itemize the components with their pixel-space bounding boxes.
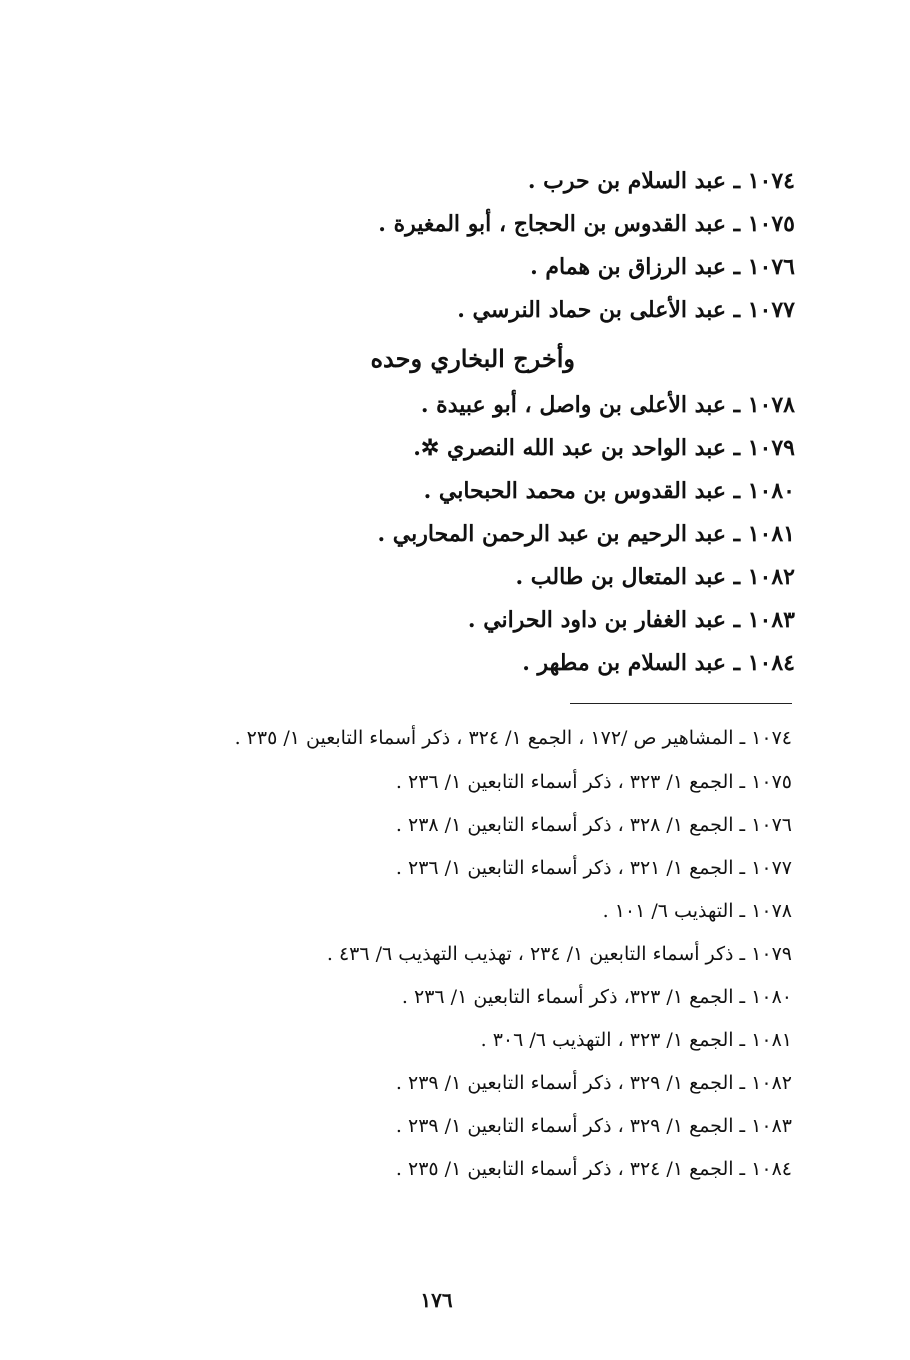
footnote-entry: ١٠٧٩ ـ ذكر أسماء التابعين ١/ ٢٣٤ ، تهذيب التهذيب ٦/ ٤٣٦ . xyxy=(326,943,792,965)
footnote-entry: ١٠٨١ ـ الجمع ١/ ٣٢٣ ، التهذيب ٦/ ٣٠٦ . xyxy=(480,1029,792,1051)
footnote-list xyxy=(102,718,792,1191)
narrator-entry: ١٠٧٨ ـ عبد الأعلى بن واصل ، أبو عبيدة . xyxy=(420,392,795,418)
narrator-entry: ١٠٧٤ ـ عبد السلام بن حرب . xyxy=(527,168,795,194)
footnote-entry: ١٠٧٧ ـ الجمع ١/ ٣٢١ ، ذكر أسماء التابعين ١/ ٢٣٦ . xyxy=(395,857,792,879)
footnote-entry: ١٠٨٤ ـ الجمع ١/ ٣٢٤ ، ذكر أسماء التابعين ١/ ٢٣٥ . xyxy=(395,1158,792,1180)
section-heading: وأخرج البخاري وحده xyxy=(370,344,575,373)
footnote-entry: ١٠٨٠ ـ الجمع ١/ ٣٢٣، ذكر أسماء التابعين ١/ ٢٣٦ . xyxy=(401,986,792,1008)
footnote-entry: ١٠٧٨ ـ التهذيب ٦/ ١٠١ . xyxy=(602,900,792,922)
narrator-entry: ١٠٧٩ ـ عبد الواحد بن عبد الله النصري ✲. xyxy=(413,435,795,461)
page-number: ١٧٦ xyxy=(420,1288,453,1312)
narrator-entry: ١٠٧٧ ـ عبد الأعلى بن حماد النرسي . xyxy=(457,297,795,323)
footnote-entry: ١٠٧٦ ـ الجمع ١/ ٣٢٨ ، ذكر أسماء التابعين ١/ ٢٣٨ . xyxy=(395,814,792,836)
narrator-entry: ١٠٨٠ ـ عبد القدوس بن محمد الحبحابي . xyxy=(423,478,795,504)
narrator-list xyxy=(235,160,795,685)
footnote-divider xyxy=(570,703,792,704)
footnote-entry: ١٠٨٢ ـ الجمع ١/ ٣٢٩ ، ذكر أسماء التابعين ١/ ٢٣٩ . xyxy=(395,1072,792,1094)
narrator-entry: ١٠٨٢ ـ عبد المتعال بن طالب . xyxy=(515,564,795,590)
narrator-entry: ١٠٨٤ ـ عبد السلام بن مطهر . xyxy=(522,650,795,676)
narrator-entry: ١٠٨١ ـ عبد الرحيم بن عبد الرحمن المحاربي . xyxy=(377,521,795,547)
footnote-entry: ١٠٧٥ ـ الجمع ١/ ٣٢٣ ، ذكر أسماء التابعين ١/ ٢٣٦ . xyxy=(395,771,792,793)
narrator-entry: ١٠٧٦ ـ عبد الرزاق بن همام . xyxy=(530,254,795,280)
narrator-entry: ١٠٧٥ ـ عبد القدوس بن الحجاج ، أبو المغيرة . xyxy=(378,211,795,237)
footnote-entry: ١٠٨٣ ـ الجمع ١/ ٣٢٩ ، ذكر أسماء التابعين ١/ ٢٣٩ . xyxy=(395,1115,792,1137)
narrator-entry: ١٠٨٣ ـ عبد الغفار بن داود الحراني . xyxy=(467,607,795,633)
footnote-entry: ١٠٧٤ ـ المشاهير ص /١٧٢ ، الجمع ١/ ٣٢٤ ، ذكر أسماء التابعين ١/ ٢٣٥ . xyxy=(234,727,792,749)
